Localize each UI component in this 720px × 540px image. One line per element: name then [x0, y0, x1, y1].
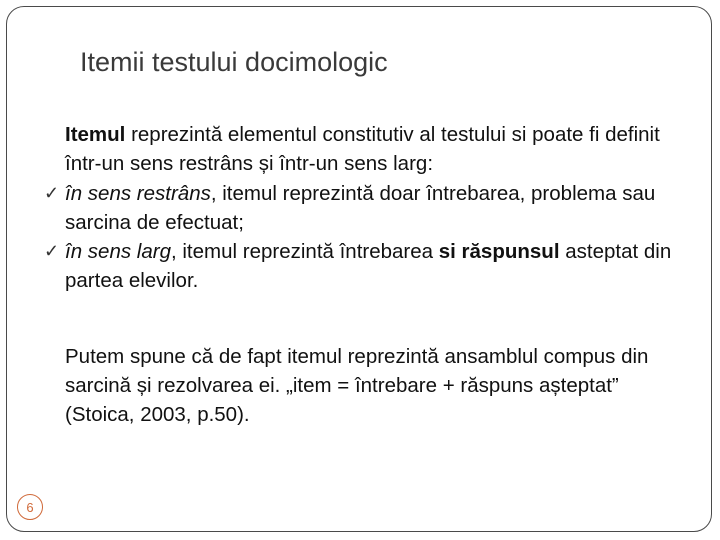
checkmark-icon: ✓ [44, 183, 60, 203]
intro-paragraph [65, 120, 685, 178]
bullet-bold-term: si răspunsul [438, 240, 560, 263]
page-number: 6 [26, 499, 34, 515]
bullet-italic-term: în sens larg [65, 240, 171, 263]
bullet-list [44, 179, 684, 295]
intro-text: reprezintă elementul constitutiv al testului si poate fi definit într-un sens restrâns și într-un sens larg: [65, 123, 660, 175]
bullet-italic-term: în sens restrâns [65, 182, 211, 205]
bullet-tail-text: asteptat din partea elevilor. [65, 240, 672, 292]
page-number-badge [17, 494, 43, 520]
conclusion-paragraph: Putem spune că de fapt itemul reprezintă ansamblul compus din sarcină și rezolvarea ei. „item = întrebare + răspuns așteptat” (Stoica, 2003, p.50). [65, 345, 649, 426]
bullet-text: , itemul reprezintă întrebarea [170, 240, 439, 263]
intro-bold-term: Itemul [65, 123, 126, 146]
checkmark-icon: ✓ [44, 241, 60, 261]
slide-title: Itemii testului docimologic [80, 47, 388, 77]
bullet-item-broad [44, 237, 684, 295]
bullet-item-narrow [44, 179, 684, 237]
bullet-text: , itemul reprezintă doar întrebarea, problema sau sarcina de efectuat; [65, 182, 656, 234]
